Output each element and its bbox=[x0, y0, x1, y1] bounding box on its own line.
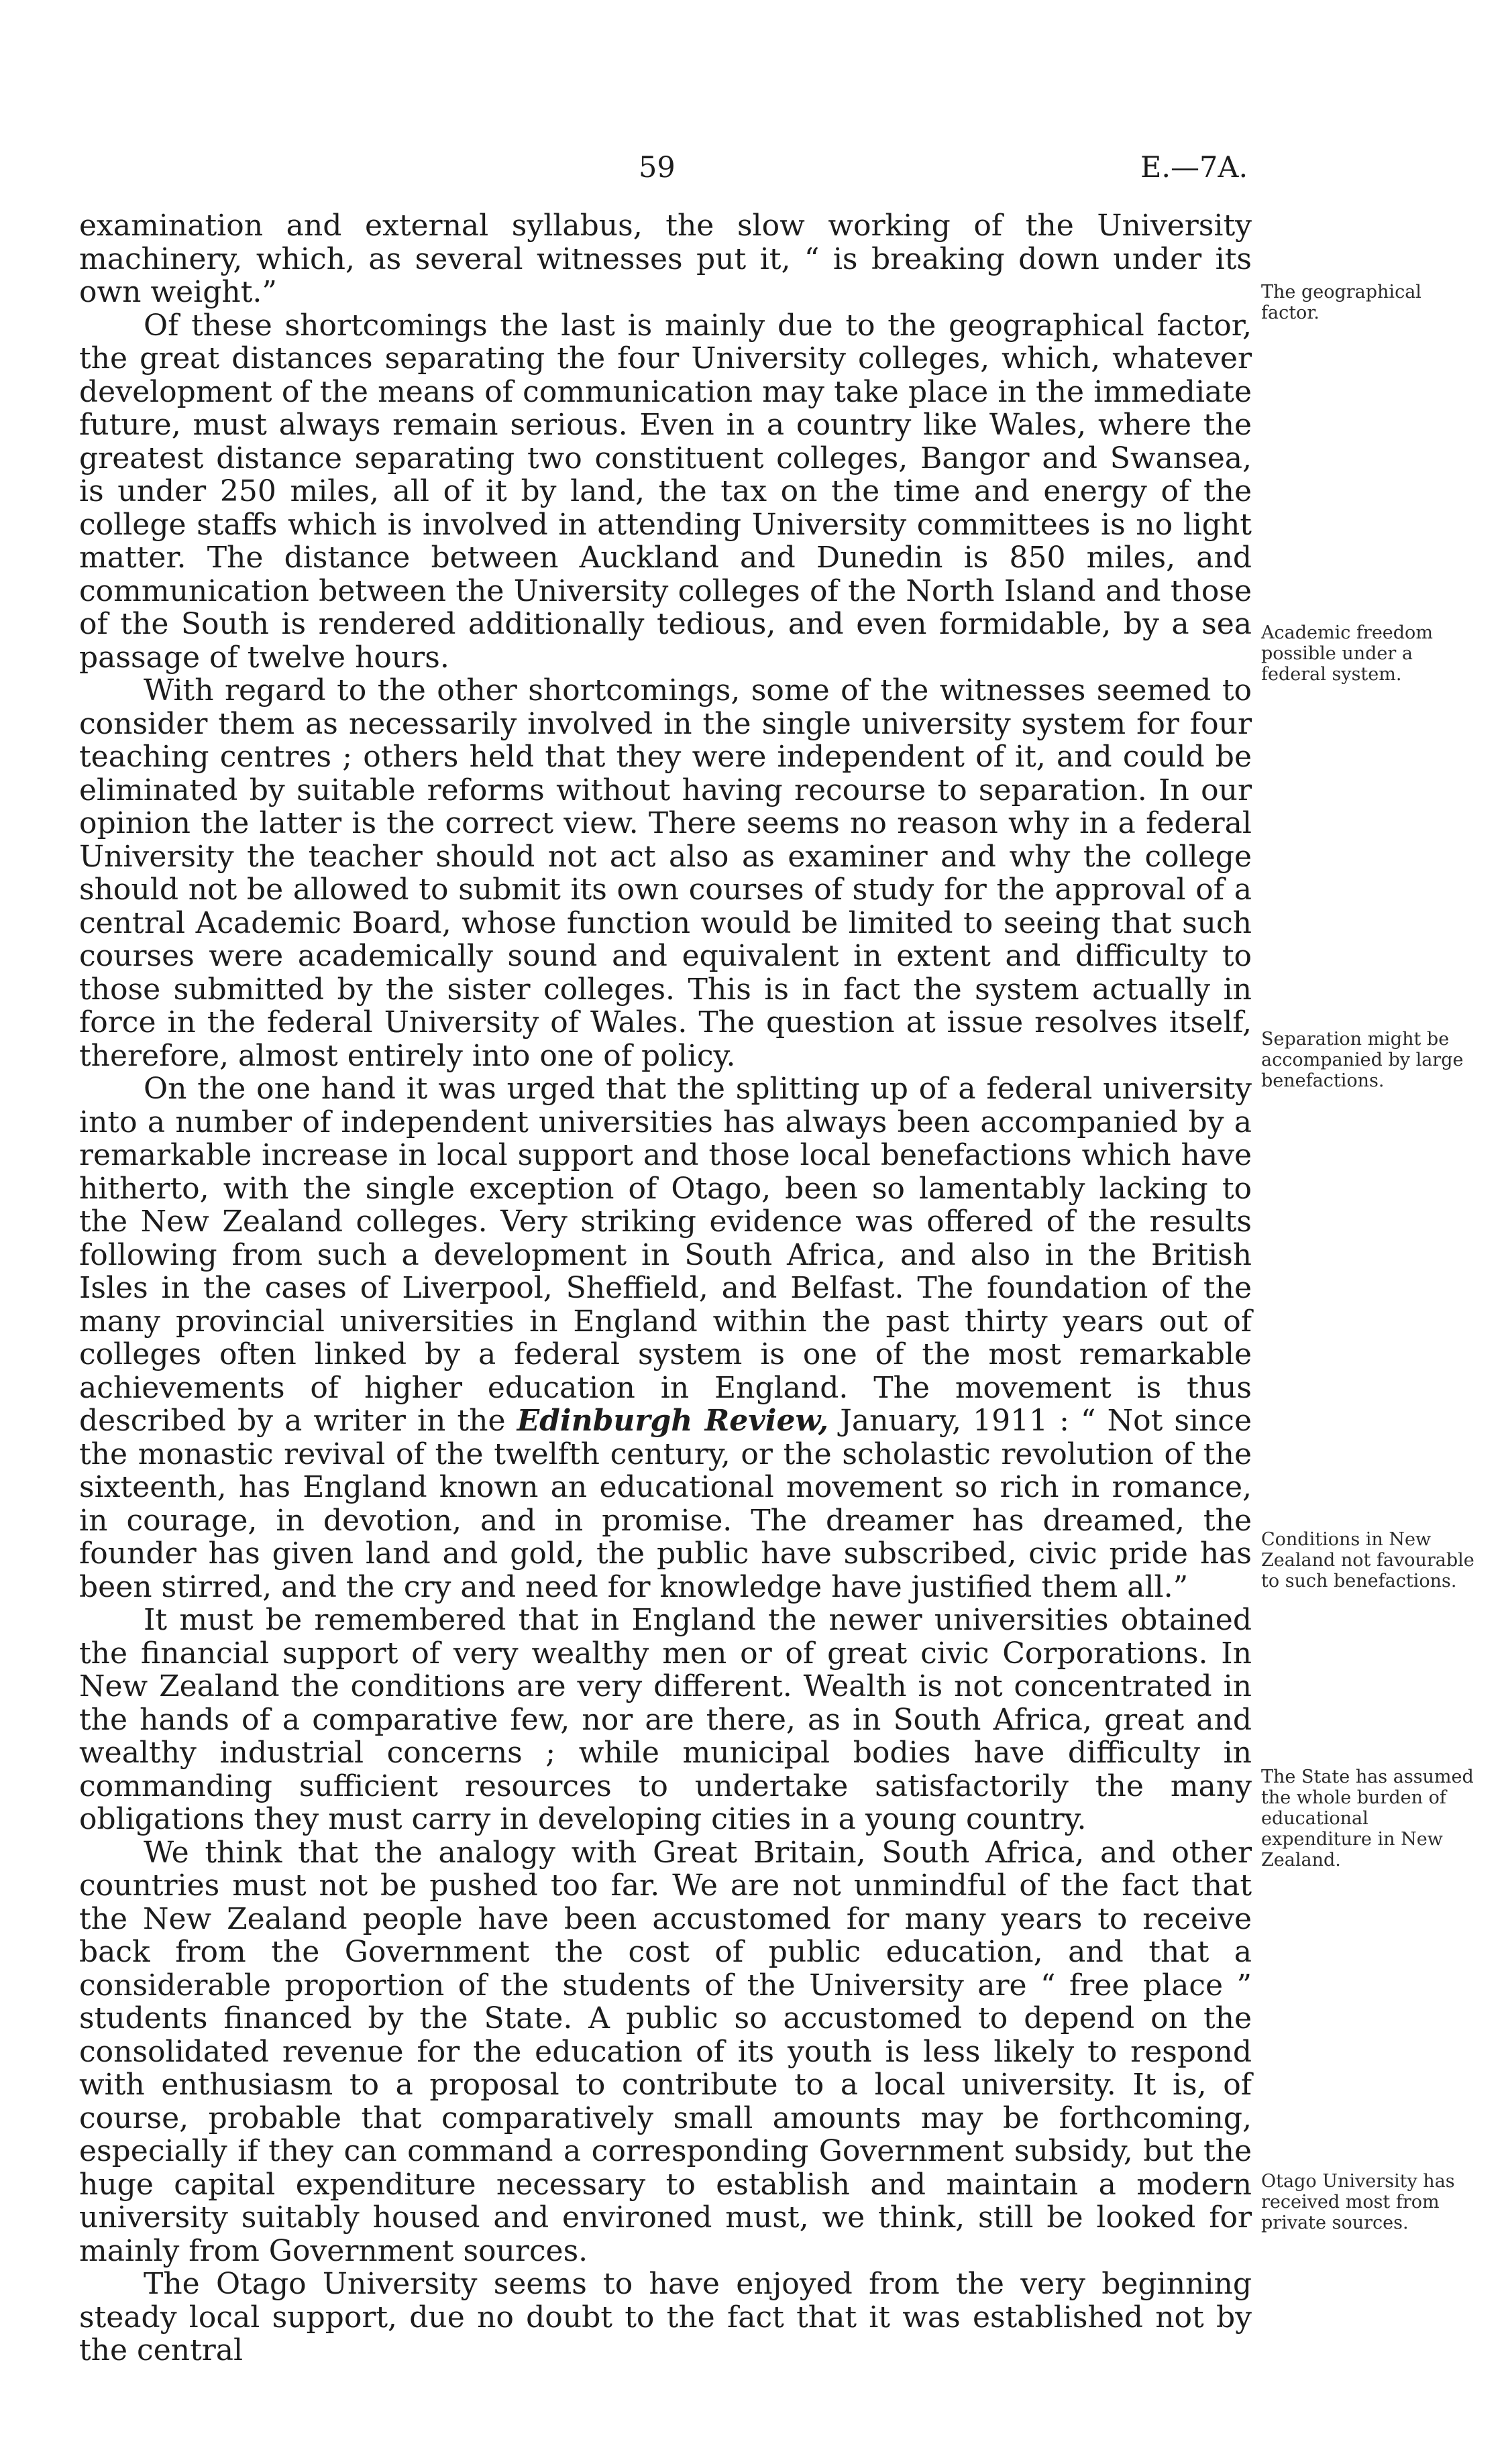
margin-note-academic-freedom: Academic freedom possible under a federal system. bbox=[1261, 622, 1433, 685]
margin-note-conditions: Conditions in New Zealand not favourable to such benefactions. bbox=[1261, 1529, 1474, 1591]
margin-note-otago: Otago University has received most from private sources. bbox=[1261, 2171, 1455, 2233]
paragraph-4-quote: January, 1911 : “ Not since the monastic revival of the twelfth century, or the scholastic revolution of the sixteenth, has England known an educational movement so rich in romance, in courage, in devotion, and in promise. The dreamer has dreamed, the founder has given land and gold, the public have subscribed, civic pride has been stirred, and the cry and need for knowledge have justified them all.” bbox=[79, 1404, 1252, 1604]
paragraph-5: It must be remembered that in England the newer universities obtained the financial support of very wealthy men or of great civic Corporations. In New Zealand the conditions are very different. Wealth is not concentrated in the hands of a comparative few, nor are there, as in South Africa, great and wealthy industrial concerns ; while municipal bodies have difficulty in commanding sufficient resources to undertake satisfactorily the many obligations they must carry in developing cities in a young country. bbox=[79, 1603, 1252, 1836]
body-text bbox=[79, 209, 1252, 2367]
paragraph-1: examination and external syllabus, the slow working of the University machinery, which, as several witnesses put it, “ is breaking down under its own weight.” bbox=[79, 209, 1252, 309]
paragraph-4 bbox=[79, 1072, 1252, 1604]
paragraph-3: With regard to the other shortcomings, some of the witnesses seemed to consider them as necessarily involved in the single university system for four teaching centres ; others held that they were independent of it, and could be eliminated by suitable reforms without having recourse to separation. In our opinion the latter is the correct view. There seems no reason why in a federal University the teacher should not act also as examiner and why the college should not be allowed to submit its own courses of study for the approval of a central Academic Board, whose function would be limited to seeing that such courses were academically sound and equivalent in extent and difficulty to those submitted by the sister colleges. This is in fact the system actually in force in the federal University of Wales. The question at issue resolves itself, therefore, almost entirely into one of policy. bbox=[79, 673, 1252, 1073]
document-reference: E.—7A. bbox=[1140, 151, 1248, 184]
journal-title: Edinburgh Review, bbox=[517, 1404, 829, 1438]
margin-note-state-burden: The State has assumed the whole burden of educational expenditure in New Zealand. bbox=[1261, 1767, 1474, 1870]
paragraph-7: The Otago University seems to have enjoyed from the very beginning steady local support, due no doubt to the fact that it was established not by the central bbox=[79, 2267, 1252, 2367]
paragraph-2: Of these shortcomings the last is mainly due to the geographical factor, the great distances separating the four University colleges, which, whatever development of the means of communication may take place in the immediate future, must always remain serious. Even in a country like Wales, where the greatest distance separating two constituent colleges, Bangor and Swansea, is under 250 miles, all of it by land, the tax on the time and energy of the college staffs which is involved in attending University committees is no light matter. The distance between Auckland and Dunedin is 850 miles, and communication between the University colleges of the North Island and those of the South is rendered additionally tedious, and even formidable, by a sea passage of twelve hours. bbox=[79, 308, 1252, 675]
page-number: 59 bbox=[639, 151, 676, 184]
margin-note-separation: Separation might be accompanied by large benefactions. bbox=[1261, 1029, 1464, 1091]
paragraph-4-text: On the one hand it was urged that the splitting up of a federal university into a number of independent universities has always been accompanied by a remarkable increase in local support and those local benefactions which have hitherto, with the single exception of Otago, been so lamentably lacking to the New Zealand colleges. Very striking evidence was offered of the results following from such a development in South Africa, and also in the British Isles in the cases of Liverpool, Sheffield, and Belfast. The foundation of the many provincial universities in England within the past thirty years out of colleges often linked by a federal system is one of the most remarkable achievements of higher education in England. The movement is thus described by a writer in the bbox=[79, 1072, 1252, 1438]
margin-note-geographical: The geographical factor. bbox=[1261, 282, 1421, 323]
paragraph-6: We think that the analogy with Great Britain, South Africa, and other countries must not be pushed too far. We are not unmindful of the fact that the New Zealand people have been accustomed for many years to receive back from the Government the cost of public education, and that a considerable proportion of the students of the University are “ free place ” students financed by the State. A public so accustomed to depend on the consolidated revenue for the education of its youth is less likely to respond with enthusiasm to a proposal to contribute to a local university. It is, of course, probable that comparatively small amounts may be forthcoming, especially if they can command a corresponding Government subsidy, but the huge capital expenditure necessary to establish and maintain a modern university suitably housed and environed must, we think, still be looked for mainly from Government sources. bbox=[79, 1835, 1252, 2268]
